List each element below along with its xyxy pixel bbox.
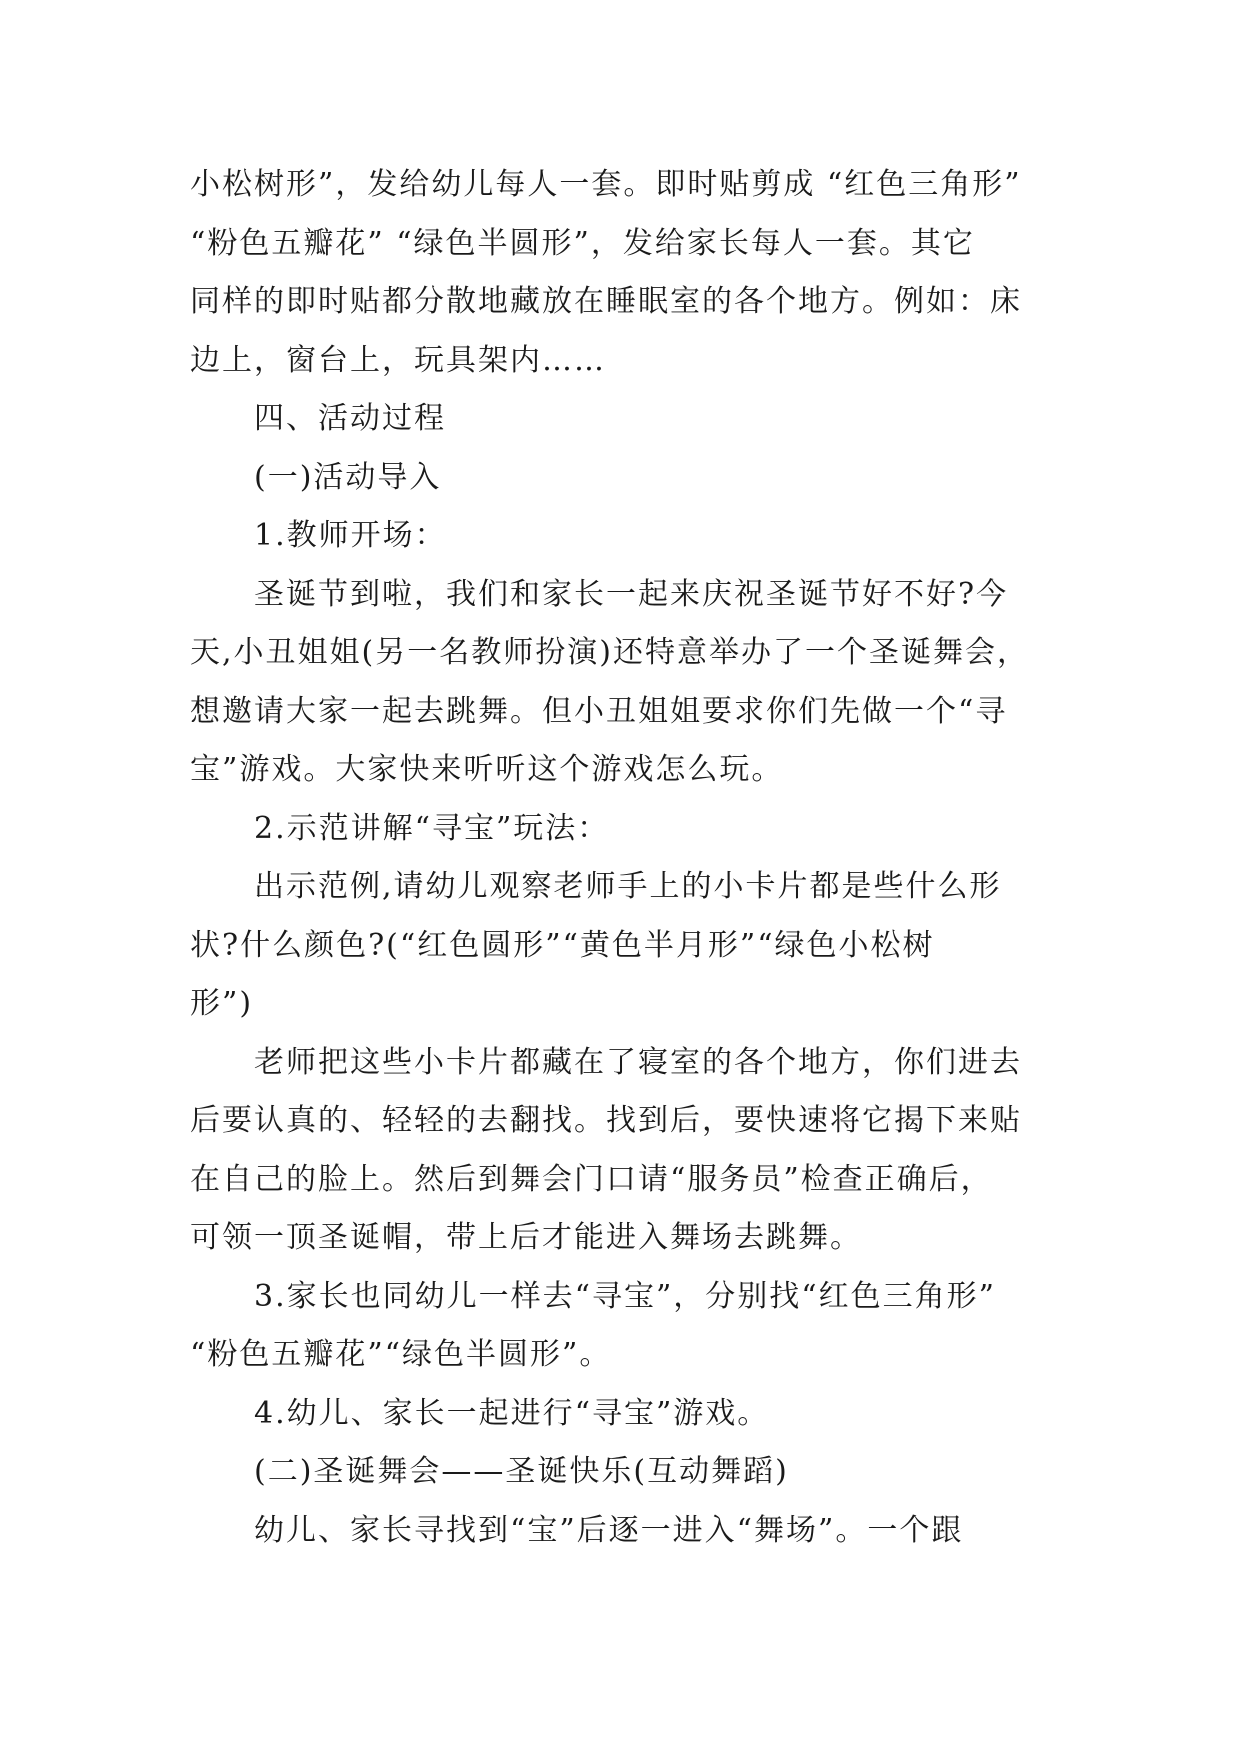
text-line: 3.家长也同幼儿一样去“寻宝”，分别找“红色三角形” bbox=[254, 1278, 996, 1314]
text-line: 在自己的脸上。然后到舞会门口请“服务员”检查正确后， bbox=[190, 1161, 993, 1197]
text-line: 2.示范讲解“寻宝”玩法： bbox=[254, 810, 610, 846]
text-line: 宝”游戏。大家快来听听这个游戏怎么玩。 bbox=[190, 752, 784, 787]
text-line: 形”) bbox=[190, 986, 254, 1021]
text-line: 出示范例,请幼儿观察老师手上的小卡片都是些什么形 bbox=[254, 869, 1002, 904]
text-line: 4.幼儿、家长一起进行“寻宝”游戏。 bbox=[254, 1395, 770, 1431]
text-line: 圣诞节到啦，我们和家长一起来庆祝圣诞节好不好?今 bbox=[254, 576, 1009, 612]
body-text bbox=[190, 156, 1070, 1560]
text-line: 同样的即时贴都分散地藏放在睡眠室的各个地方。例如：床 bbox=[190, 284, 1022, 319]
text-line: 边上，窗台上，玩具架内…… bbox=[190, 342, 606, 378]
text-line: 老师把这些小卡片都藏在了寝室的各个地方，你们进去 bbox=[254, 1044, 1022, 1080]
text-line: 小松树形”，发给幼儿每人一套。即时贴剪成 “红色三角形” bbox=[190, 167, 1022, 202]
text-line: (二)圣诞舞会——圣诞快乐(互动舞蹈) bbox=[254, 1454, 789, 1489]
text-line: 想邀请大家一起去跳舞。但小丑姐姐要求你们先做一个“寻 bbox=[190, 693, 1008, 729]
text-line: 幼儿、家长寻找到“宝”后逐一进入“舞场”。一个跟 bbox=[254, 1512, 964, 1548]
text-line: 后要认真的、轻轻的去翻找。找到后，要快速将它揭下来贴 bbox=[190, 1103, 1022, 1138]
text-line: “粉色五瓣花” “绿色半圆形”，发给家长每人一套。其它 bbox=[190, 225, 975, 261]
text-line: 状?什么颜色?(“红色圆形”“黄色半月形”“绿色小松树 bbox=[190, 927, 935, 963]
text-line: 1.教师开场： bbox=[254, 518, 447, 553]
text-line: (一)活动导入 bbox=[254, 459, 442, 495]
text-line: 可领一顶圣诞帽，带上后才能进入舞场去跳舞。 bbox=[190, 1220, 862, 1255]
text-line: 四、活动过程 bbox=[254, 401, 446, 436]
text-line: “粉色五瓣花”“绿色半圆形”。 bbox=[190, 1337, 612, 1372]
text-line: 天,小丑姐姐(另一名教师扮演)还特意举办了一个圣诞舞会， bbox=[190, 635, 1029, 670]
